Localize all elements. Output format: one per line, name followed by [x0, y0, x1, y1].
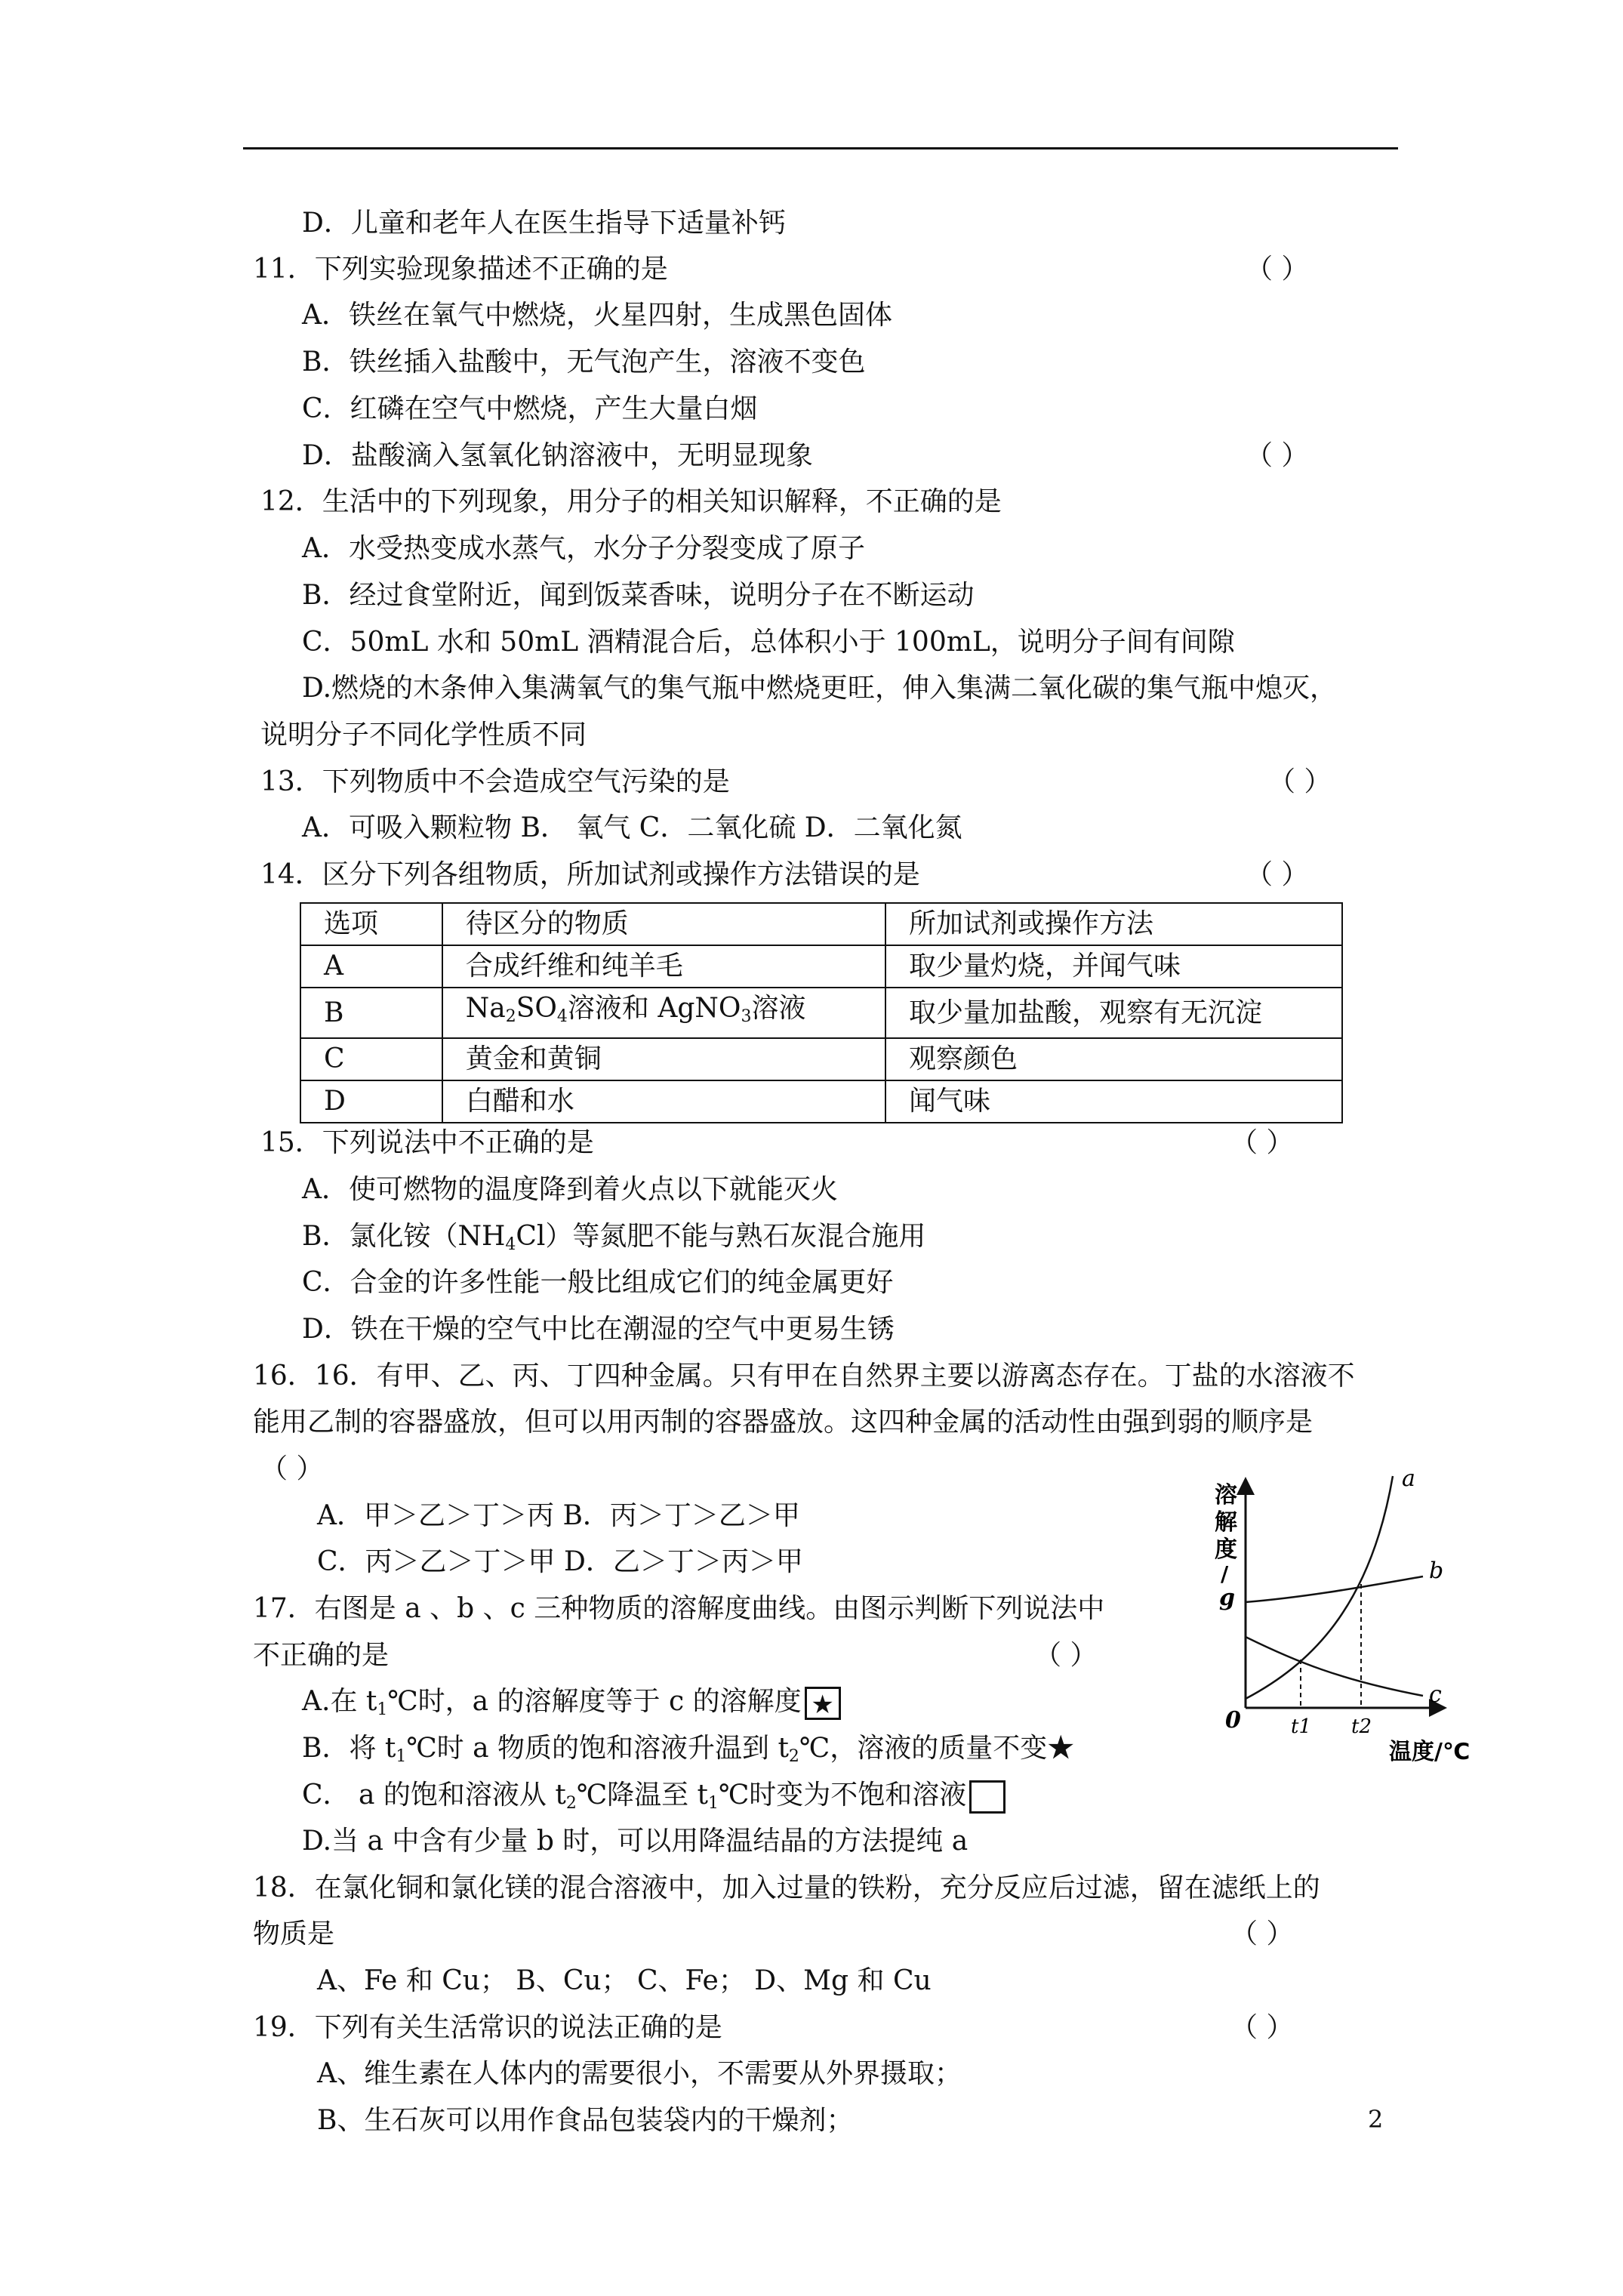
- y-label-char: 解: [1215, 1509, 1237, 1536]
- page-number: 2: [1368, 2105, 1384, 2134]
- answer-paren-q17: （ ）: [1034, 1640, 1098, 1671]
- q15-option-c: C．合金的许多性能一般比组成它们的纯金属更好: [302, 1267, 894, 1298]
- tick-label-t2: t2: [1351, 1715, 1372, 1738]
- table-header-cell: 所加试剂或操作方法: [885, 903, 1342, 945]
- q16-stem-line2: 能用乙制的容器盛放，但可以用丙制的容器盛放。这四种金属的活动性由强到弱的顺序是: [253, 1407, 1313, 1438]
- series-label-c: c: [1429, 1681, 1442, 1708]
- q15-option-b: B．氯化铵$(NH_4Cl)$等氮肥不能与熟石灰混合施用: [302, 1221, 926, 1254]
- solubility-chart: [1204, 1472, 1506, 1774]
- curve-a: [1246, 1476, 1393, 1699]
- series-label-b: b: [1429, 1558, 1444, 1584]
- q19-option-b: B、生石灰可以用作食品包装袋内的干燥剂；: [317, 2105, 854, 2136]
- q17-stem-line2: 不正确的是: [253, 1640, 390, 1671]
- answer-paren-q15: （ ）: [1230, 1127, 1294, 1158]
- q17-option-c: C． a 的饱和溶液从 $t_2℃$降温至 $t_1℃$时变为不饱和溶液: [302, 1777, 1006, 1822]
- answer-paren-q11: （ ）: [1246, 254, 1309, 285]
- q12-option-a: A．水受热变成水蒸气，水分子分裂变成了原子: [302, 533, 865, 564]
- y-label-char: 度: [1215, 1536, 1237, 1563]
- answer-paren-q13: （ ）: [1268, 766, 1332, 797]
- answer-paren-q19: （ ）: [1230, 2012, 1294, 2043]
- series-label-a: a: [1402, 1472, 1415, 1492]
- table-cell: 观察颜色: [885, 1038, 1342, 1080]
- q12-stem: 12．生活中的下列现象，用分子的相关知识解释，不正确的是: [260, 486, 1002, 517]
- q17-stem-line1: 17．右图是 a 、b 、c 三种物质的溶解度曲线。由图示判断下列说法中: [253, 1593, 1105, 1624]
- answer-paren-q18: （ ）: [1230, 1918, 1294, 1949]
- curve-b: [1246, 1576, 1423, 1602]
- q14-stem: 14．区分下列各组物质，所加试剂或操作方法错误的是: [260, 859, 920, 890]
- q12-option-d-line1: D.燃烧的木条伸入集满氧气的集气瓶中燃烧更旺，伸入集满二氧化碳的集气瓶中熄灭，: [302, 673, 1338, 704]
- q16-options-cd: C．丙＞乙＞丁＞甲 D．乙＞丁＞丙＞甲: [317, 1546, 803, 1577]
- table-header-cell: 选项: [300, 903, 442, 945]
- curve-c: [1246, 1637, 1423, 1696]
- q13-options: A．可吸入颗粒物 B． 氧气 C．二氧化硫 D．二氧化氮: [302, 812, 962, 843]
- table-row: [300, 1080, 1342, 1123]
- table-cell: B: [300, 988, 442, 1038]
- table-cell: 黄金和黄铜: [442, 1038, 885, 1080]
- q11-option-d: D．盐酸滴入氢氧化钠溶液中，无明显现象: [302, 440, 813, 471]
- q12-option-b: B．经过食堂附近，闻到饭菜香味，说明分子在不断运动: [302, 580, 975, 611]
- q17-option-d: D.当 a 中含有少量 b 时，可以用降温结晶的方法提纯 a: [302, 1826, 969, 1857]
- q16-options-ab: A．甲＞乙＞丁＞丙 B．丙＞丁＞乙＞甲: [317, 1500, 800, 1531]
- q11-stem: 11．下列实验现象描述不正确的是: [253, 254, 668, 285]
- table-row: [300, 945, 1342, 988]
- y-label-char: g: [1219, 1585, 1235, 1611]
- table-cell: 闻气味: [885, 1080, 1342, 1123]
- y-label-char: 溶: [1215, 1482, 1237, 1509]
- table-cell: C: [300, 1038, 442, 1080]
- q15-stem: 15．下列说法中不正确的是: [260, 1127, 594, 1158]
- q17-option-b: B．将 $t_1℃$时 a 物质的饱和溶液升温到 $t_2℃$，溶液的质量不变★: [302, 1733, 1075, 1766]
- table-cell: 合成纤维和纯羊毛: [442, 945, 885, 988]
- table-cell: D: [300, 1080, 442, 1123]
- q18-stem-line1: 18．在氯化铜和氯化镁的混合溶液中，加入过量的铁粉，充分反应后过滤，留在滤纸上的: [253, 1872, 1320, 1903]
- q12-option-c: C．50mL 水和 50mL 酒精混合后，总体积小于 100mL，说明分子间有间隙: [302, 627, 1235, 658]
- q16-stem-line1: 16．16．有甲、乙、丙、丁四种金属。只有甲在自然界主要以游离态存在。丁盐的水溶液不: [253, 1361, 1355, 1391]
- q19-stem: 19．下列有关生活常识的说法正确的是: [253, 2012, 722, 2043]
- table-cell-formula: $Na_2SO_4$溶液和 AgNO$_3$溶液: [442, 988, 885, 1038]
- q19-option-a: A、维生素在人体内的需要很小，不需要从外界摄取；: [317, 2058, 962, 2089]
- x-axis-label: 温度/℃: [1389, 1739, 1471, 1765]
- q15-option-a: A．使可燃物的温度降到着火点以下就能灭火: [302, 1174, 838, 1205]
- header-rule: [243, 147, 1398, 149]
- q13-stem: 13．下列物质中不会造成空气污染的是: [260, 766, 730, 797]
- y-label-char: /: [1221, 1561, 1229, 1586]
- q11-option-c: C．红磷在空气中燃烧，产生大量白烟: [302, 393, 758, 424]
- table-cell: A: [300, 945, 442, 988]
- origin-label: 0: [1225, 1707, 1241, 1734]
- table-header-row: [300, 903, 1342, 945]
- table-cell: 取少量加盐酸，观察有无沉淀: [885, 988, 1342, 1038]
- q14-table: [300, 902, 1343, 1123]
- table-header-cell: 待区分的物质: [442, 903, 885, 945]
- table-cell: 取少量灼烧，并闻气味: [885, 945, 1342, 988]
- answer-paren-q11d: （ ）: [1246, 440, 1309, 471]
- table-cell: 白醋和水: [442, 1080, 885, 1123]
- star-box: ★: [805, 1687, 841, 1720]
- empty-box: [969, 1780, 1006, 1814]
- q11-option-a: A．铁丝在氧气中燃烧，火星四射，生成黑色固体: [302, 300, 892, 331]
- table-row: [300, 1038, 1342, 1080]
- q18-stem-line2: 物质是: [253, 1918, 335, 1949]
- q18-options: A、Fe 和 Cu； B、Cu； C、Fe； D、Mg 和 Cu: [317, 1965, 932, 1996]
- table-row: [300, 988, 1342, 1038]
- q11-option-b: B．铁丝插入盐酸中，无气泡产生，溶液不变色: [302, 347, 866, 378]
- tick-label-t1: t1: [1291, 1715, 1311, 1738]
- q10-option-d: D．儿童和老年人在医生指导下适量补钙: [302, 208, 786, 239]
- q15-option-d: D．铁在干燥的空气中比在潮湿的空气中更易生锈: [302, 1314, 895, 1345]
- answer-paren-q14: （ ）: [1246, 859, 1309, 890]
- q12-option-d-line2: 说明分子不同化学性质不同: [260, 720, 587, 750]
- q17-option-a: A.在 $t_1℃$时，a 的溶解度等于 c 的溶解度 ★: [302, 1684, 841, 1728]
- q16-answer-paren: （ ）: [260, 1453, 324, 1484]
